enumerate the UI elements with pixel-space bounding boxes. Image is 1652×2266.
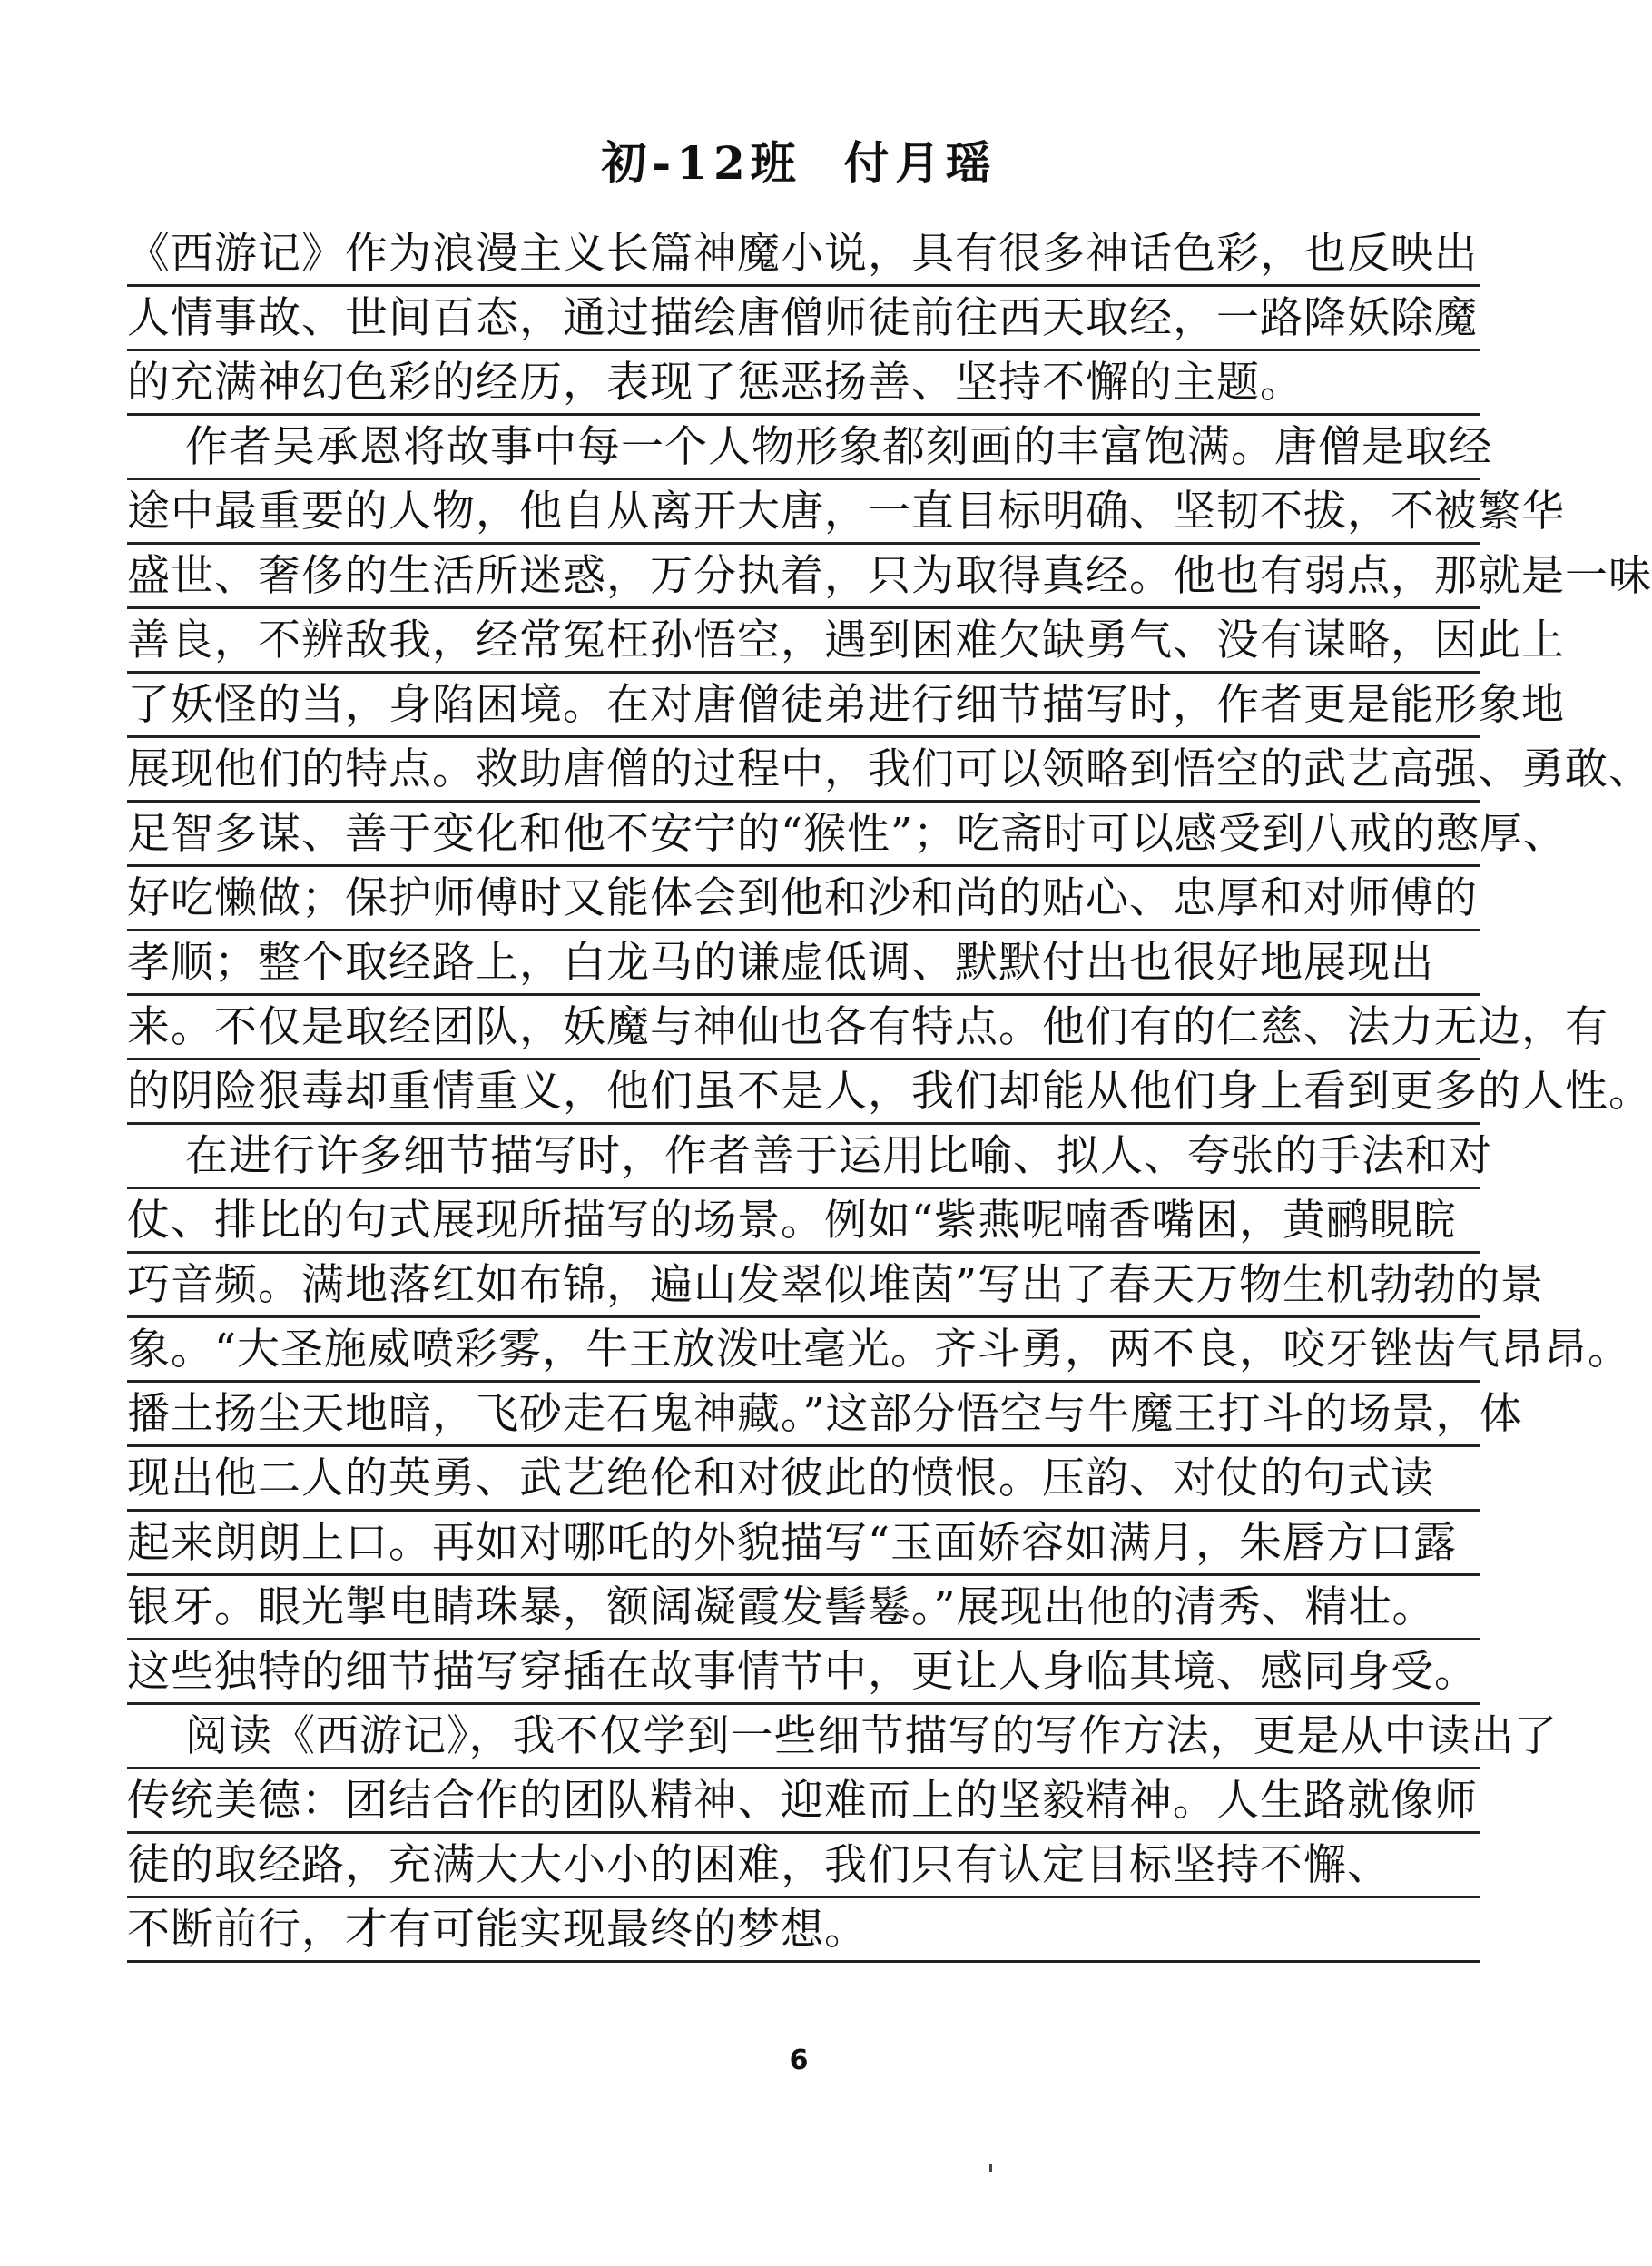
essay-line: 好吃懒做；保护师傅时又能体会到他和沙和尚的贴心、忠厚和对师傅的 — [127, 867, 1480, 931]
essay-line: 的阴险狠毒却重情重义，他们虽不是人，我们却能从他们身上看到更多的人性。 — [127, 1060, 1480, 1125]
essay-line: 巧音频。满地落红如布锦，遍山发翠似堆茵”写出了春天万物生机勃勃的景 — [127, 1254, 1480, 1318]
essay-body — [127, 222, 1652, 1963]
essay-line: 人情事故、世间百态，通过描绘唐僧师徒前往西天取经，一路降妖除魔 — [127, 287, 1480, 351]
essay-line: 盛世、奢侈的生活所迷惑，万分执着，只为取得真经。他也有弱点，那就是一味 — [127, 545, 1480, 609]
essay-line: 起来朗朗上口。再如对哪吒的外貌描写“玉面娇容如满月，朱唇方口露 — [127, 1512, 1480, 1576]
essay-line: 来。不仅是取经团队，妖魔与神仙也各有特点。他们有的仁慈、法力无边，有 — [127, 996, 1480, 1060]
author-name: 付月瑶 — [843, 136, 997, 190]
page-number: 6 — [789, 2044, 809, 2076]
essay-line: 阅读《西游记》，我不仅学到一些细节描写的写作方法，更是从中读出了 — [127, 1705, 1480, 1769]
essay-line: 仗、排比的句式展现所描写的场景。例如“紫燕呢喃香嘴困，黄鹂睍睆 — [127, 1189, 1480, 1254]
essay-line: 传统美德：团结合作的团队精神、迎难而上的坚毅精神。人生路就像师 — [127, 1769, 1480, 1834]
essay-line: 银牙。眼光掣电睛珠暴，额阔凝霞发髻鬈。”展现出他的清秀、精壮。 — [127, 1576, 1480, 1640]
essay-line: 在进行许多细节描写时，作者善于运用比喻、拟人、夸张的手法和对 — [127, 1125, 1480, 1189]
scan-speck — [989, 2164, 992, 2172]
essay-line: 现出他二人的英勇、武艺绝伦和对彼此的愤恨。压韵、对仗的句式读 — [127, 1447, 1480, 1512]
essay-line: 徒的取经路，充满大大小小的困难，我们只有认定目标坚持不懈、 — [127, 1834, 1480, 1898]
essay-line: 这些独特的细节描写穿插在故事情节中，更让人身临其境、感同身受。 — [127, 1640, 1480, 1705]
essay-line: 足智多谋、善于变化和他不安宁的“猴性”；吃斋时可以感受到八戒的憨厚、 — [127, 803, 1480, 867]
essay-line: 作者吴承恩将故事中每一个人物形象都刻画的丰富饱满。唐僧是取经 — [127, 416, 1480, 480]
essay-line: 途中最重要的人物，他自从离开大唐，一直目标明确、坚韧不拔，不被繁华 — [127, 480, 1480, 545]
essay-line: 播土扬尘天地暗，飞砂走石鬼神藏。”这部分悟空与牛魔王打斗的场景，体 — [127, 1383, 1480, 1447]
class-name: 初-12班 — [601, 136, 801, 190]
essay-heading — [0, 127, 1598, 192]
essay-line: 的充满神幻色彩的经历，表现了惩恶扬善、坚持不懈的主题。 — [127, 351, 1480, 416]
essay-line: 象。“大圣施威喷彩雾，牛王放泼吐毫光。齐斗勇，两不良，咬牙锉齿气昂昂。 — [127, 1318, 1480, 1383]
essay-line: 善良，不辨敌我，经常冤枉孙悟空，遇到困难欠缺勇气、没有谋略，因此上 — [127, 609, 1480, 674]
essay-line: 不断前行，才有可能实现最终的梦想。 — [127, 1898, 1480, 1963]
essay-line: 展现他们的特点。救助唐僧的过程中，我们可以领略到悟空的武艺高强、勇敢、 — [127, 738, 1480, 803]
essay-line: 了妖怪的当，身陷困境。在对唐僧徒弟进行细节描写时，作者更是能形象地 — [127, 674, 1480, 738]
essay-line: 孝顺；整个取经路上，白龙马的谦虚低调、默默付出也很好地展现出 — [127, 931, 1480, 996]
essay-line: 《西游记》作为浪漫主义长篇神魔小说，具有很多神话色彩，也反映出 — [127, 222, 1480, 287]
